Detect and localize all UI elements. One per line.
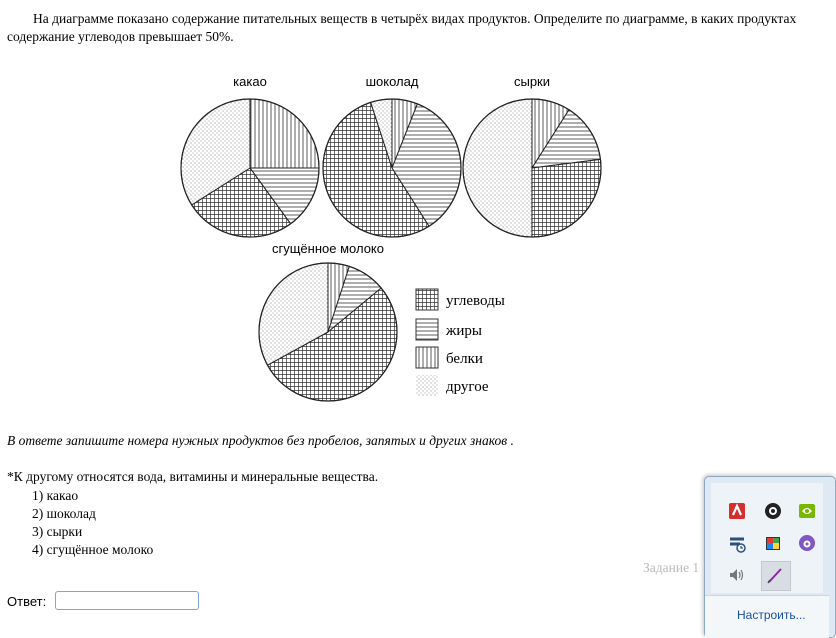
system-tray-popup [704,476,836,638]
pie-slice-углеводы [532,159,601,237]
legend-label-other: другое [446,379,489,395]
nvidia-icon[interactable] [797,501,817,521]
customize-link[interactable]: Настроить... [737,608,806,622]
legend-label-fats: жиры [446,323,482,339]
pie-cocoa [181,99,319,237]
chart-title-condensed-milk: сгущённое молоко [271,241,385,256]
option-item: 1) какао [32,488,79,503]
answer-instruction: В ответе запишите номера нужных продуктов без пробелов, запятых и других знаков . [7,433,514,448]
option-item: 3) сырки [32,524,83,539]
chart-legend [416,289,505,396]
task-label: Задание 1 [643,560,700,575]
chart-title-curd: сырки [513,74,551,89]
chart-title-cocoa: какао [233,74,267,89]
pie-condensed-milk [259,263,397,401]
pie-slice-другое [463,99,532,237]
tray-footer [705,595,829,638]
legend-swatch-other [416,375,438,396]
network-tool-icon[interactable] [727,533,747,553]
options-list [32,487,153,559]
footnote: *К другому относятся вода, витамины и минеральные вещества. [7,469,379,484]
phone-app-icon[interactable] [797,533,817,553]
media-player-icon[interactable] [763,501,783,521]
box-app-icon[interactable] [763,533,783,553]
pen-tablet-icon[interactable] [765,565,785,585]
answer-input[interactable] [55,591,199,610]
chart-title-chocolate: шоколад [365,74,419,89]
answer-label: Ответ: [7,594,47,609]
antivirus-icon[interactable] [727,501,747,521]
volume-icon[interactable] [727,565,747,585]
legend-swatch-fats [416,319,438,340]
pie-slice-белки [250,99,319,168]
option-item: 2) шоколад [32,506,96,521]
nutrition-charts [170,70,551,410]
question-text: На диаграмме показано содержание питательных веществ в четырёх видах продуктов. Определите по диаграмме, в каких продуктах содержание углеводов превышает 50%. [7,11,797,44]
legend-swatch-carbs [416,289,438,310]
tray-icon-area [711,483,823,593]
legend-label-carbs: углеводы [446,293,505,309]
legend-label-proteins: белки [446,351,483,367]
option-item: 4) сгущённое молоко [32,542,154,557]
legend-swatch-proteins [416,347,438,368]
pie-chocolate [323,99,461,237]
pie-curd-snacks [463,99,601,237]
